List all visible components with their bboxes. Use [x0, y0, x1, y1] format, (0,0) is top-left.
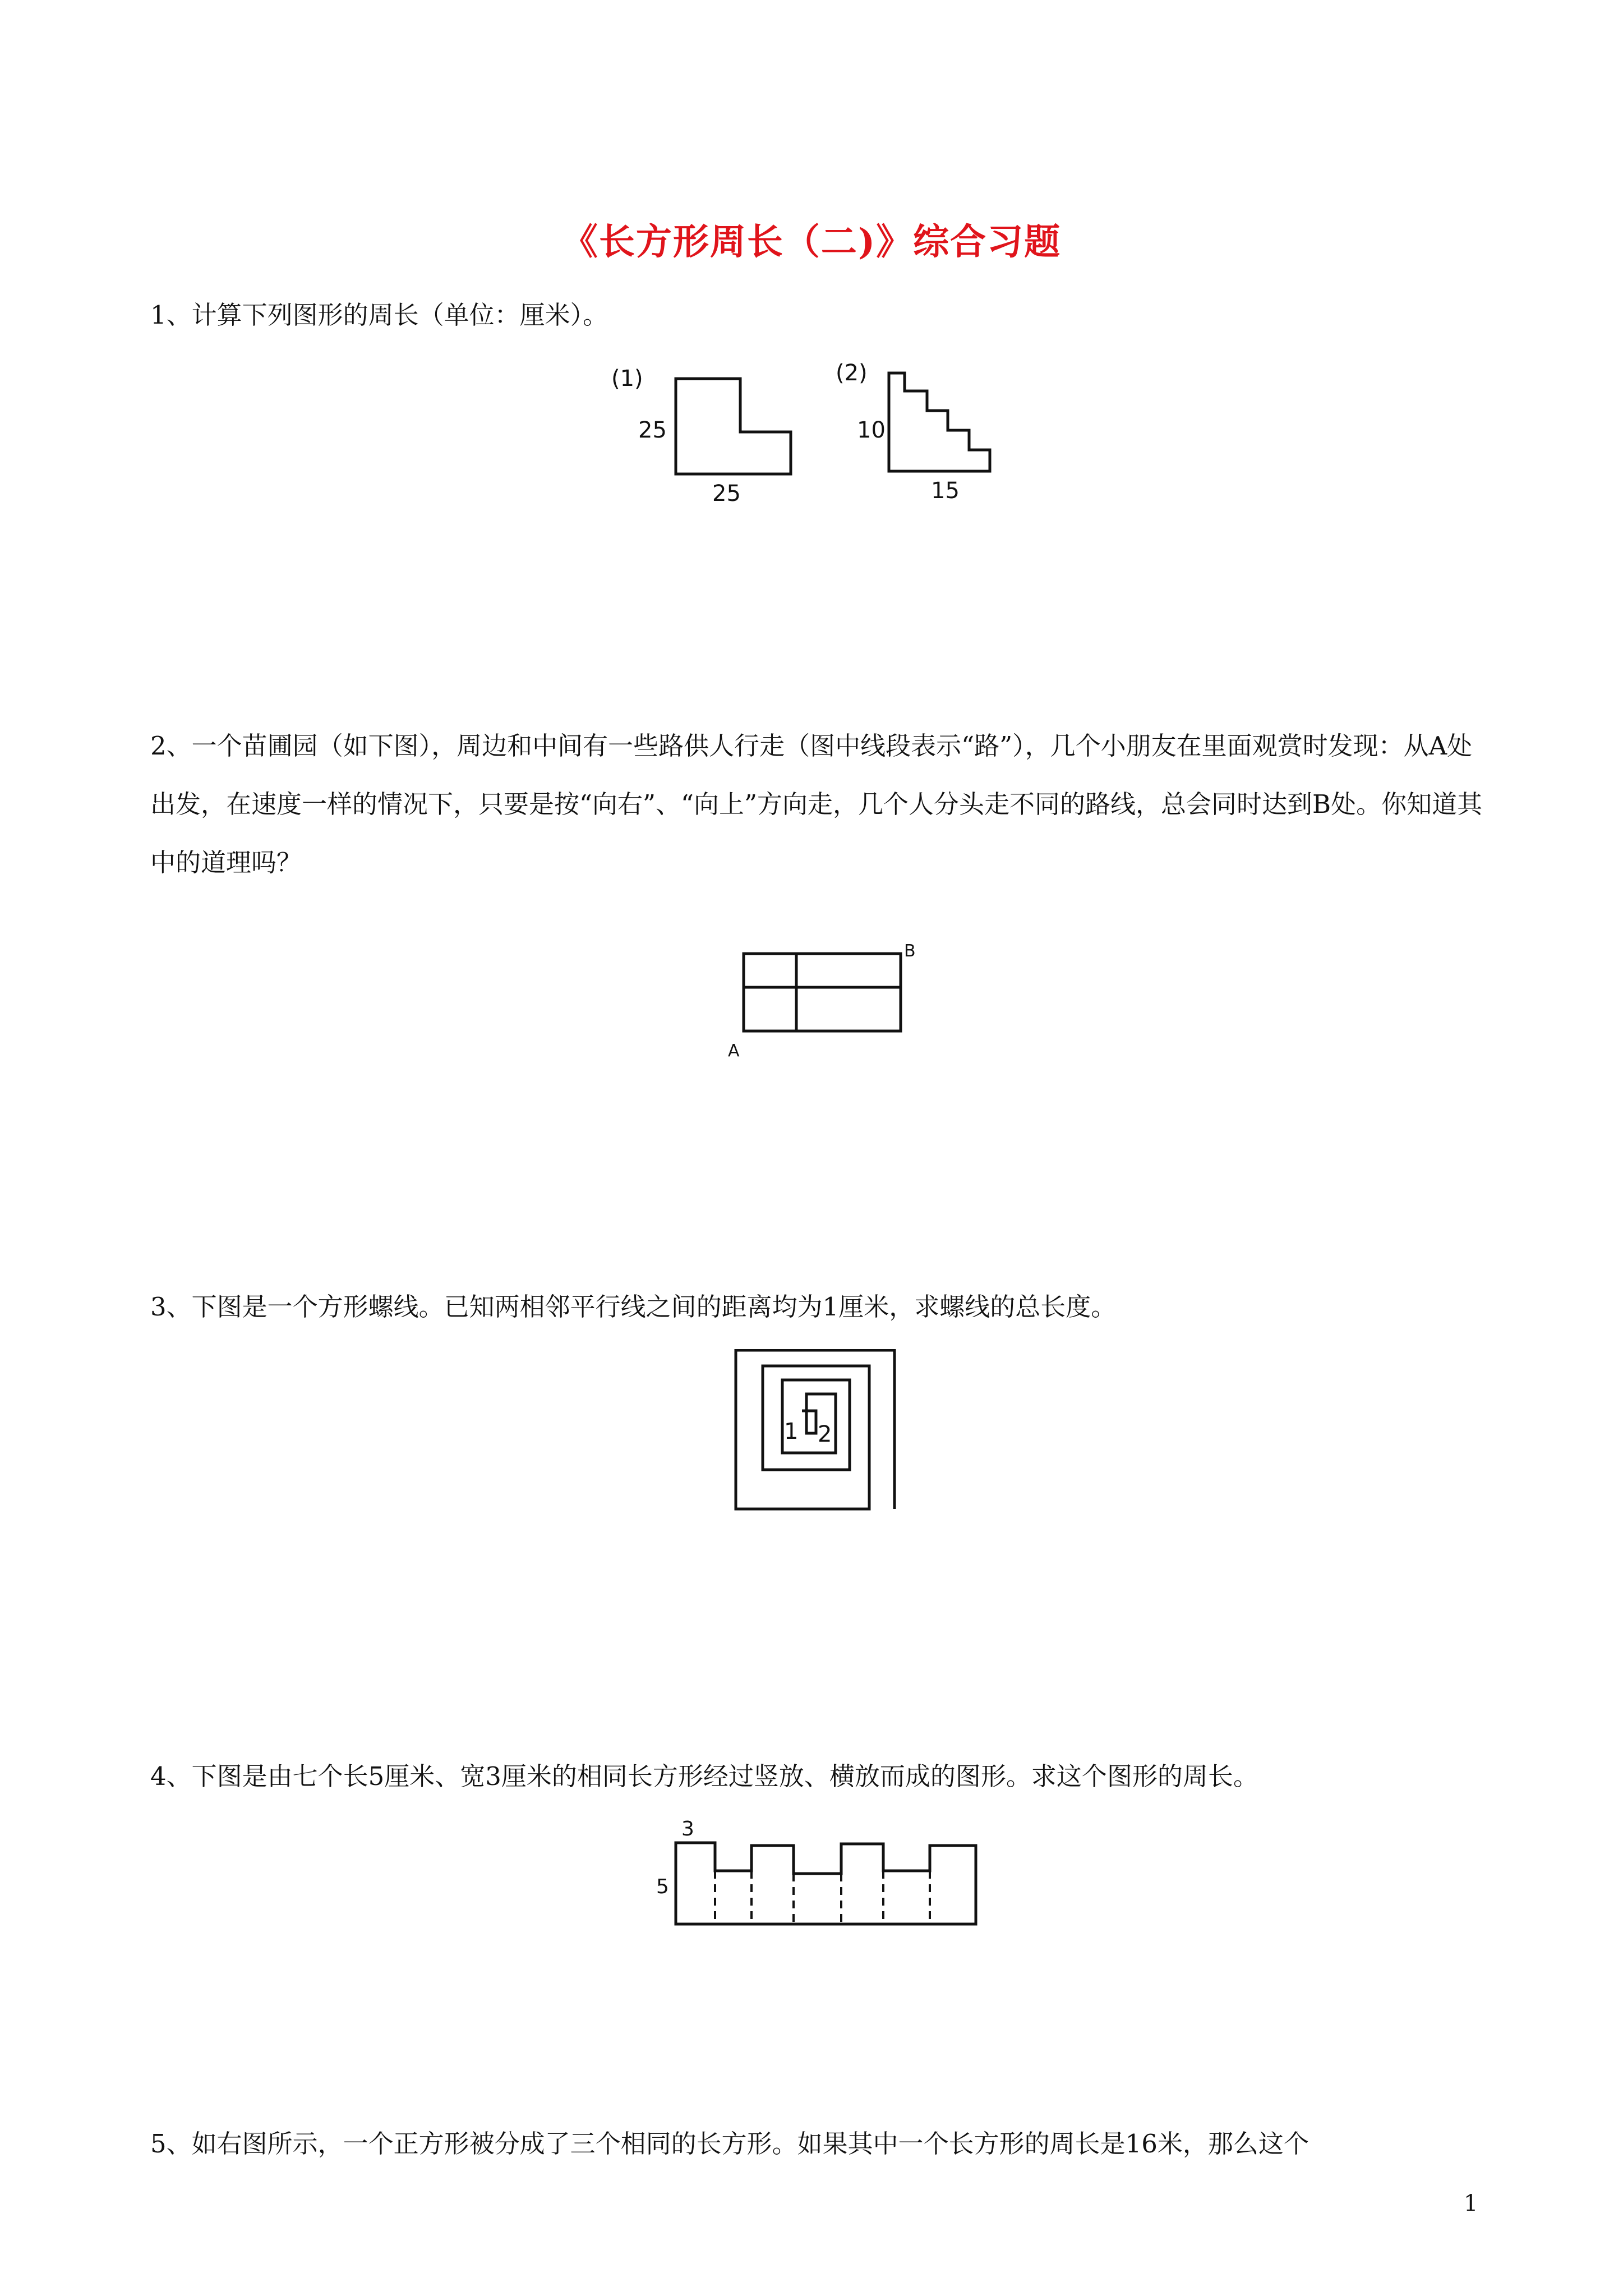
q4-label-height: 5 [656, 1875, 669, 1898]
q1-figure [600, 353, 1060, 510]
q3-spiral [736, 1350, 895, 1509]
q1-shape-2 [889, 373, 990, 471]
q3-label-2: 2 [818, 1421, 832, 1447]
q4-rectangles-figure [645, 1815, 993, 1932]
q4-dashed-dividers [715, 1871, 930, 1924]
question-1: 1、计算下列图形的周长（单位：厘米）。 [150, 300, 608, 330]
question-5: 5、如右图所示，一个正方形被分成了三个相同的长方形。如果其中一个长方形的周长是16米，那么这个 [150, 2129, 1309, 2159]
question-2: 2、一个苗圃园（如下图），周边和中间有一些路供人行走（图中线段表示“路”），几个小朋友在里面观赏时发现：从A处出发，在速度一样的情况下，只要是按“向右”、“向上”方向走，几个人分头走不同的路线，总会同时达到B处。你知道其中的道理吗？ [150, 731, 1483, 877]
question-4: 4、下图是由七个长5厘米、宽3厘米的相同长方形经过竖放、横放而成的图形。求这个图形的周长。 [150, 1761, 1258, 1791]
q3-label-1: 1 [784, 1419, 799, 1444]
q1-fig1-side-label: 25 [638, 417, 667, 443]
q4-label-width: 3 [681, 1818, 694, 1841]
page-number: 1 [1464, 2191, 1478, 2216]
q2-label-b: B [904, 941, 916, 961]
q1-fig2-side-label: 10 [857, 417, 886, 443]
q2-label-a: A [728, 1041, 740, 1061]
page-title: 《长方形周长（二)》综合习题 [561, 221, 1062, 263]
q1-fig1-tag: (1) [611, 366, 643, 392]
q1-shape-1 [676, 379, 791, 474]
q2-garden-figure [723, 934, 937, 1071]
q1-fig2-tag: (2) [836, 360, 868, 386]
q1-fig1-bottom-label: 25 [712, 481, 741, 507]
q3-spiral-figure [723, 1349, 914, 1529]
question-3: 3、下图是一个方形螺线。已知两相邻平行线之间的距离均为1厘米，求螺线的总长度。 [150, 1292, 1117, 1322]
q1-fig2-bottom-label: 15 [931, 478, 960, 504]
